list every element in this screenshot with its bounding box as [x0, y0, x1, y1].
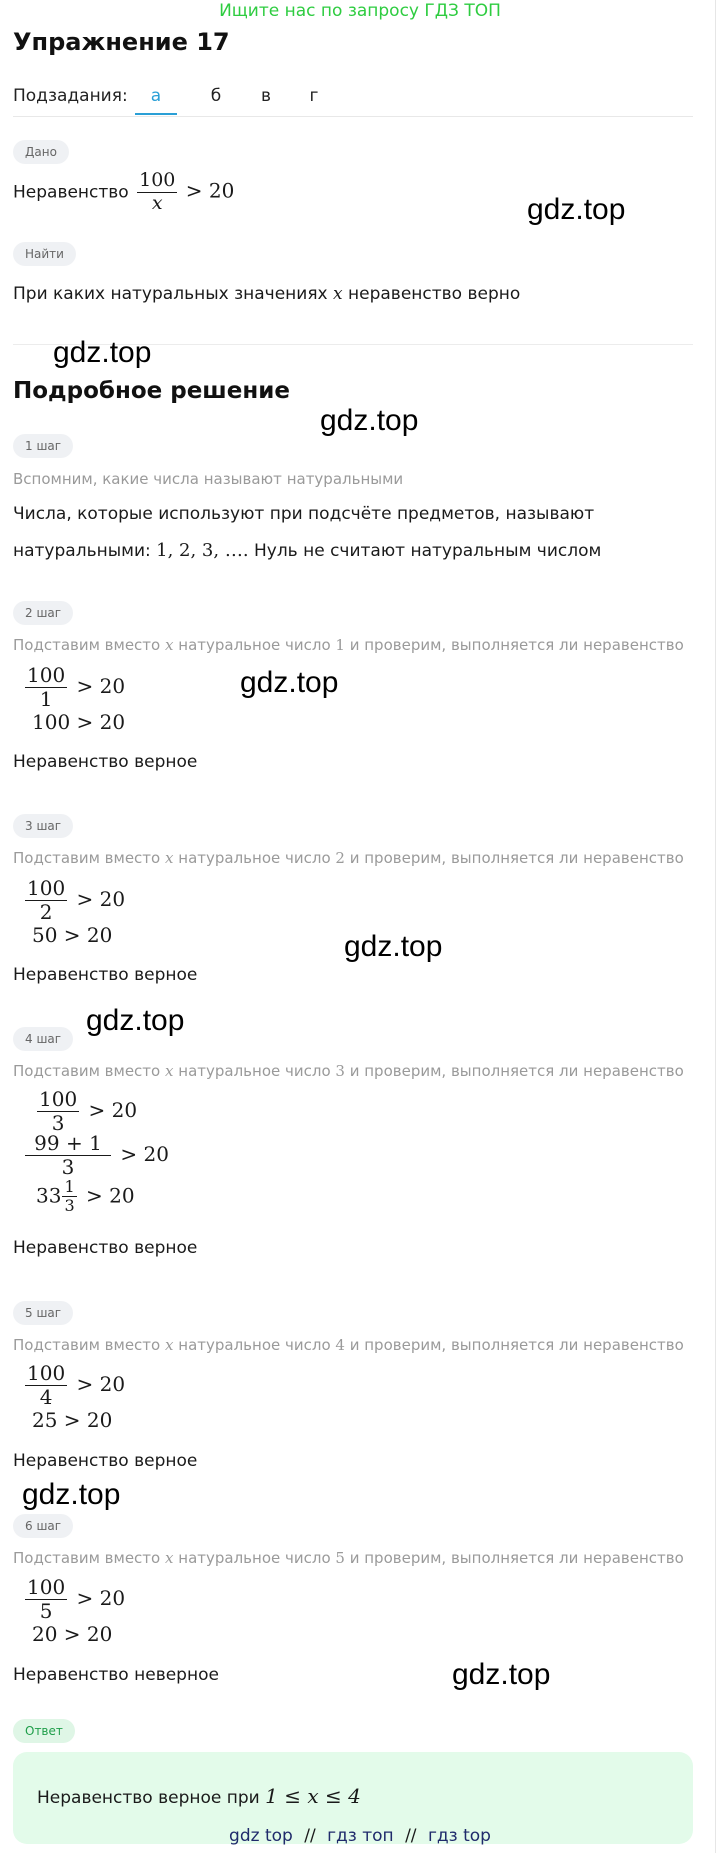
page-edge-divider [715, 0, 716, 1853]
find-text-before: При каких натуральных значениях [13, 284, 328, 304]
step-3-hint-before: Подставим вместо [13, 849, 161, 867]
given-numerator: 100 [139, 169, 176, 191]
step-6-hint-num: 5 [335, 1549, 345, 1567]
step-5-hint-num: 4 [335, 1336, 345, 1354]
step-3-numerator: 100 [27, 876, 66, 900]
footer-link-1[interactable]: gdz top [229, 1826, 293, 1846]
step-5-fraction [25, 1362, 67, 1409]
step-5-verdict: Неравенство верное [13, 1451, 198, 1471]
footer-separator: // [405, 1826, 417, 1846]
find-statement [13, 284, 520, 304]
step-2-hint-after: и проверим, выполняется ли неравенство [349, 636, 684, 654]
find-badge: Найти [13, 242, 76, 266]
step-2-eq2: 100 > 20 [32, 710, 126, 734]
page-title: Упражнение 17 [13, 28, 230, 56]
watermark: gdz.top [344, 930, 443, 963]
subtasks-bar [13, 82, 693, 117]
watermark: gdz.top [320, 404, 419, 437]
step-3-verdict: Неравенство верное [13, 965, 198, 985]
tab-b[interactable]: б [210, 86, 222, 106]
step-2-hint [13, 636, 684, 654]
step-4-rhs: > 20 [88, 1098, 138, 1122]
step-4-rhs2: > 20 [120, 1142, 169, 1166]
step-6-eq1 [22, 1576, 125, 1623]
watermark: gdz.top [22, 1478, 121, 1511]
step-4-eq1 [34, 1088, 137, 1135]
step-4-verdict: Неравенство верное [13, 1238, 198, 1258]
step-3-badge: 3 шаг [13, 814, 73, 838]
step-2-numerator: 100 [27, 663, 66, 687]
step-3-rhs: > 20 [76, 887, 126, 911]
step-2-denominator: 1 [39, 687, 53, 711]
step-4-mixed-fraction [62, 1178, 76, 1216]
step-4-mixed-numerator: 1 [64, 1177, 75, 1196]
step-1-hint: Вспомним, какие числа называют натуральными [13, 470, 404, 488]
answer-math: 1 ≤ x ≤ 4 [265, 1784, 361, 1808]
given-rhs: > 20 [185, 178, 235, 203]
step-3-fraction [25, 877, 67, 924]
step-1-badge: 1 шаг [13, 434, 73, 458]
step-5-denominator: 4 [39, 1385, 53, 1409]
step-4-denominator: 3 [51, 1111, 65, 1135]
watermark: gdz.top [53, 336, 152, 369]
step-3-hint-mid: натуральное число [178, 849, 331, 867]
step-4-hint-num: 3 [335, 1062, 345, 1080]
step-4-hint [13, 1062, 684, 1080]
step-2-hint-num: 1 [335, 636, 345, 654]
step-2-verdict: Неравенство верное [13, 752, 198, 772]
watermark: gdz.top [86, 1004, 185, 1037]
step-4-hint-var: x [165, 1062, 174, 1080]
step-6-badge: 6 шаг [13, 1514, 73, 1538]
step-6-eq2: 20 > 20 [32, 1622, 113, 1646]
step-5-hint-before: Подставим вместо [13, 1336, 161, 1354]
step-1-naturals: 1, 2, 3, …. [156, 540, 249, 561]
watermark: gdz.top [452, 1658, 551, 1691]
footer-link-3[interactable]: гдз top [427, 1826, 491, 1846]
tab-a[interactable]: а [150, 86, 162, 106]
step-1-line2 [13, 540, 601, 561]
step-4-fraction2 [25, 1132, 111, 1179]
step-4-mixed-denominator: 3 [64, 1196, 75, 1216]
search-banner[interactable]: Ищите нас по запросу ГДЗ ТОП [219, 1, 501, 21]
step-6-rhs: > 20 [76, 1586, 126, 1610]
step-5-numerator: 100 [27, 1361, 66, 1385]
step-2-fraction [25, 664, 67, 711]
step-4-mixed-whole: 33 [36, 1183, 62, 1208]
step-4-eq3 [36, 1178, 135, 1216]
tab-g[interactable]: г [309, 86, 319, 106]
given-statement [13, 170, 234, 215]
given-text: Неравенство [13, 182, 129, 203]
step-5-eq1 [22, 1362, 125, 1409]
step-6-hint [13, 1549, 684, 1567]
step-1-line1: Числа, которые используют при подсчёте предметов, называют [13, 504, 595, 524]
step-4-badge: 4 шаг [13, 1027, 73, 1051]
find-text-after: неравенство верно [348, 284, 521, 304]
answer-badge: Ответ [13, 1719, 75, 1743]
step-5-eq2: 25 > 20 [32, 1408, 113, 1432]
step-6-hint-var: x [165, 1549, 174, 1567]
footer-link-2[interactable]: гдз топ [327, 1826, 394, 1846]
step-6-hint-after: и проверим, выполняется ли неравенство [349, 1549, 684, 1567]
step-3-hint [13, 849, 684, 867]
solution-title: Подробное решение [13, 378, 290, 404]
step-5-hint-after: и проверим, выполняется ли неравенство [349, 1336, 684, 1354]
step-4-denominator2: 3 [61, 1155, 75, 1179]
step-3-hint-num: 2 [335, 849, 345, 867]
step-2-eq1 [22, 664, 125, 711]
step-2-hint-mid: натуральное число [178, 636, 331, 654]
footer-links [0, 1826, 720, 1846]
step-3-hint-var: x [165, 849, 174, 867]
given-fraction [137, 170, 177, 215]
step-5-badge: 5 шаг [13, 1301, 73, 1325]
step-6-numerator: 100 [27, 1575, 66, 1599]
step-2-badge: 2 шаг [13, 601, 73, 625]
step-4-hint-before: Подставим вместо [13, 1062, 161, 1080]
step-2-hint-before: Подставим вместо [13, 636, 161, 654]
step-3-eq2: 50 > 20 [32, 923, 113, 947]
tab-v[interactable]: в [260, 86, 272, 106]
step-4-hint-mid: натуральное число [178, 1062, 331, 1080]
step-5-hint-var: x [165, 1336, 174, 1354]
step-4-numerator: 100 [39, 1087, 78, 1111]
step-5-hint [13, 1336, 684, 1354]
step-6-fraction [25, 1576, 67, 1623]
step-1-line2-before: натуральными: [13, 541, 151, 561]
answer-statement [37, 1784, 361, 1808]
step-6-verdict: Неравенство неверное [13, 1665, 219, 1685]
step-6-hint-mid: натуральное число [178, 1549, 331, 1567]
step-4-eq2 [22, 1132, 169, 1179]
find-var: x [333, 284, 343, 304]
step-6-hint-before: Подставим вместо [13, 1549, 161, 1567]
step-3-hint-after: и проверим, выполняется ли неравенство [349, 849, 684, 867]
step-4-rhs3: > 20 [86, 1183, 135, 1208]
step-4-fraction [37, 1088, 79, 1135]
given-badge: Дано [13, 140, 69, 164]
answer-text: Неравенство верное при [37, 1788, 260, 1808]
subtasks-label: Подзадания: [13, 86, 128, 106]
step-2-rhs: > 20 [76, 674, 126, 698]
footer-separator: // [304, 1826, 316, 1846]
given-denominator: x [151, 191, 163, 214]
step-3-denominator: 2 [39, 900, 53, 924]
active-tab-indicator [135, 113, 177, 115]
step-6-denominator: 5 [39, 1599, 53, 1623]
watermark: gdz.top [240, 666, 339, 699]
step-1-line2-after: Нуль не считают натуральным числом [253, 541, 602, 561]
step-2-hint-var: x [165, 636, 174, 654]
step-4-hint-after: и проверим, выполняется ли неравенство [349, 1062, 684, 1080]
watermark: gdz.top [527, 193, 626, 226]
step-5-hint-mid: натуральное число [178, 1336, 331, 1354]
step-3-eq1 [22, 877, 125, 924]
step-4-numerator2: 99 + 1 [25, 1132, 111, 1156]
step-5-rhs: > 20 [76, 1372, 126, 1396]
